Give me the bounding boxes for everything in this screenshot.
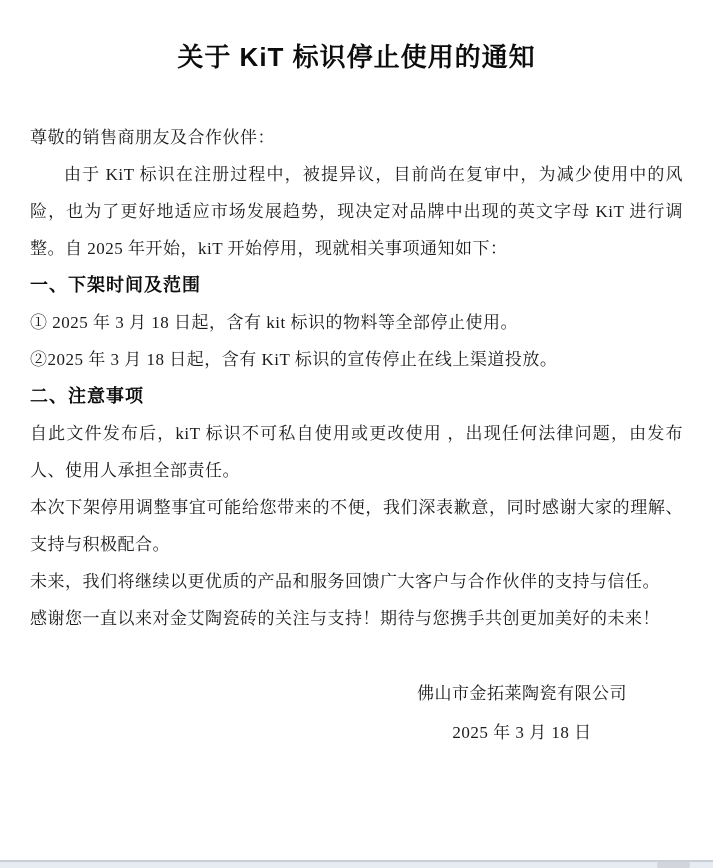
section1-item2: ②2025 年 3 月 18 日起，含有 KiT 标识的宣传停止在线上渠道投放。 bbox=[30, 350, 558, 369]
scrollbar-thumb[interactable] bbox=[657, 862, 690, 868]
signature-date: 2025 年 3 月 18 日 bbox=[452, 723, 592, 742]
salutation-line: 尊敬的销售商朋友及合作伙伴： bbox=[30, 128, 275, 147]
section2-paragraph-3: 未来，我们将继续以更优质的产品和服务回馈广大客户与合作伙伴的支持与信任。 bbox=[30, 572, 660, 591]
section2-paragraph-1: 自此文件发布后，kiT 标识不可私自使用或更改使用 ，出现任何法律问题，由发布人、使用人承担全部责任。 bbox=[30, 424, 683, 480]
section2-heading: 二、注意事项 bbox=[30, 386, 144, 406]
signature-block bbox=[417, 674, 627, 752]
signature-company: 佛山市金拓莱陶瓷有限公司 bbox=[417, 684, 627, 703]
intro-paragraph: 由于 KiT 标识在注册过程中，被提异议，目前尚在复审中，为减少使用中的风险，也为了更好地适应市场发展趋势，现决定对品牌中出现的英文字母 KiT 进行调整。自 2025 年开始，kiT 开始停用，现就相关事项通知如下： bbox=[30, 165, 683, 258]
page-title: 关于 KiT 标识停止使用的通知 bbox=[177, 42, 536, 72]
section1-item1: ① 2025 年 3 月 18 日起，含有 kit 标识的物料等全部停止使用。 bbox=[30, 313, 518, 332]
section2-paragraph-2: 本次下架停用调整事宜可能给您带来的不便，我们深表歉意，同时感谢大家的理解、支持与积极配合。 bbox=[30, 498, 683, 554]
section2-paragraph-4: 感谢您一直以来对金艾陶瓷砖的关注与支持！期待与您携手共创更加美好的未来！ bbox=[30, 609, 660, 628]
section1-heading: 一、下架时间及范围 bbox=[30, 275, 201, 295]
taskbar-top-edge bbox=[0, 860, 713, 868]
